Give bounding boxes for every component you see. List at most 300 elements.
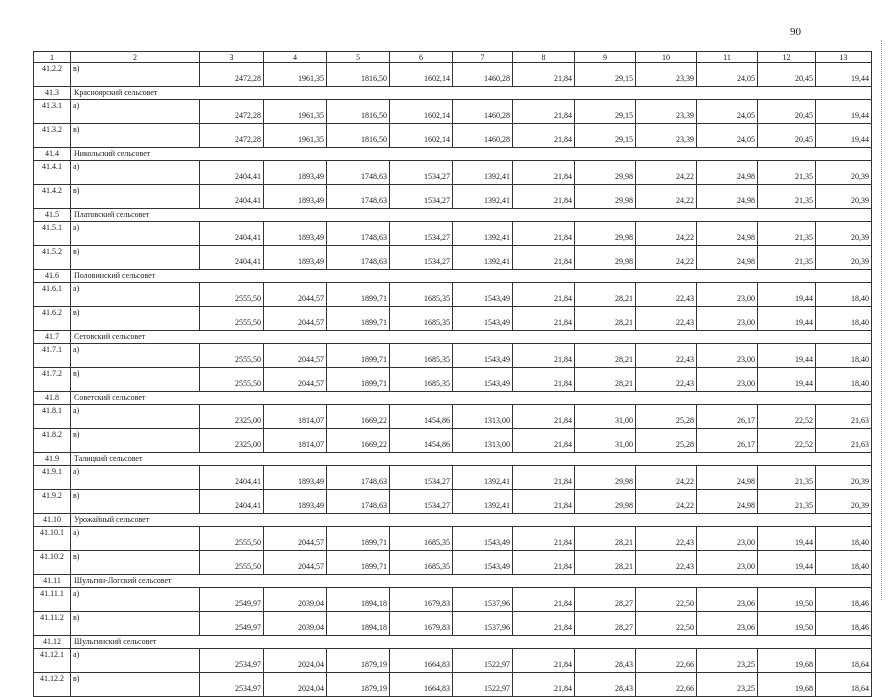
section-row [34, 453, 872, 466]
table-cell: 1961,35 [264, 124, 327, 148]
table-cell: 22,43 [636, 307, 697, 331]
section-code: 41.8 [34, 392, 71, 405]
table-row [34, 588, 872, 612]
table-cell: 26,17 [697, 405, 758, 429]
table-cell: 1679,83 [390, 588, 453, 612]
table-cell: 29,15 [575, 124, 636, 148]
table-cell: 21,35 [758, 185, 816, 209]
table-cell: 1685,35 [390, 551, 453, 575]
row-subitem: в) [71, 551, 200, 575]
table-cell: 1893,49 [264, 185, 327, 209]
table-cell: 1537,96 [453, 612, 513, 636]
row-subitem: а) [71, 527, 200, 551]
table-cell: 21,84 [513, 124, 575, 148]
table-cell: 1534,27 [390, 222, 453, 246]
table-cell: 19,44 [758, 368, 816, 392]
table-cell: 1814,07 [264, 429, 327, 453]
table-cell: 1893,49 [264, 246, 327, 270]
table-cell: 29,15 [575, 63, 636, 87]
table-cell: 2404,41 [200, 490, 264, 514]
table-cell: 18,46 [816, 588, 872, 612]
row-code: 41.6.1 [34, 283, 71, 307]
table-cell: 2039,04 [264, 588, 327, 612]
table-cell: 1899,71 [327, 307, 390, 331]
table-cell: 22,52 [758, 429, 816, 453]
table-cell: 2534,97 [200, 673, 264, 697]
table-row [34, 429, 872, 453]
table-cell: 21,84 [513, 246, 575, 270]
table-cell: 1748,63 [327, 185, 390, 209]
table-cell: 2404,41 [200, 185, 264, 209]
table-cell: 28,21 [575, 307, 636, 331]
table-cell: 2555,50 [200, 527, 264, 551]
table-cell: 29,98 [575, 185, 636, 209]
table-row [34, 124, 872, 148]
table-cell: 28,27 [575, 612, 636, 636]
table-cell: 23,00 [697, 368, 758, 392]
section-row [34, 392, 872, 405]
column-header: 6 [390, 52, 453, 63]
table-cell: 19,50 [758, 588, 816, 612]
row-code: 41.10.2 [34, 551, 71, 575]
row-subitem: а) [71, 100, 200, 124]
table-cell: 21,84 [513, 588, 575, 612]
table-row [34, 551, 872, 575]
table-cell: 1313,00 [453, 429, 513, 453]
table-cell: 23,39 [636, 100, 697, 124]
table-cell: 2044,57 [264, 344, 327, 368]
table-cell: 2549,97 [200, 612, 264, 636]
row-code: 41.7.1 [34, 344, 71, 368]
section-code: 41.12 [34, 636, 71, 649]
table-cell: 20,39 [816, 246, 872, 270]
table-cell: 29,15 [575, 100, 636, 124]
row-subitem: в) [71, 63, 200, 87]
table-cell: 1392,41 [453, 161, 513, 185]
tariff-table [33, 51, 872, 697]
table-cell: 24,22 [636, 490, 697, 514]
row-subitem: а) [71, 405, 200, 429]
row-code: 41.12.1 [34, 649, 71, 673]
table-cell: 18,64 [816, 673, 872, 697]
section-row [34, 270, 872, 283]
table-cell: 18,40 [816, 551, 872, 575]
table-cell: 21,84 [513, 612, 575, 636]
table-cell: 1894,18 [327, 588, 390, 612]
table-cell: 22,43 [636, 551, 697, 575]
section-row [34, 514, 872, 527]
section-title: Сетовский сельсовет [71, 331, 872, 344]
section-row [34, 575, 872, 588]
table-cell: 1602,14 [390, 100, 453, 124]
table-cell: 21,84 [513, 429, 575, 453]
row-code: 41.12.2 [34, 673, 71, 697]
table-cell: 1534,27 [390, 185, 453, 209]
table-cell: 25,28 [636, 429, 697, 453]
table-cell: 19,44 [758, 307, 816, 331]
column-header: 9 [575, 52, 636, 63]
table-cell: 18,40 [816, 344, 872, 368]
table-cell: 1669,22 [327, 429, 390, 453]
table-cell: 21,84 [513, 63, 575, 87]
section-code: 41.6 [34, 270, 71, 283]
table-cell: 28,21 [575, 527, 636, 551]
table-cell: 22,43 [636, 368, 697, 392]
table-cell: 28,21 [575, 283, 636, 307]
table-cell: 21,84 [513, 649, 575, 673]
table-cell: 2555,50 [200, 344, 264, 368]
table-cell: 24,22 [636, 161, 697, 185]
table-cell: 1679,83 [390, 612, 453, 636]
table-cell: 21,84 [513, 673, 575, 697]
table-cell: 29,98 [575, 222, 636, 246]
table-cell: 1313,00 [453, 405, 513, 429]
table-cell: 1522,97 [453, 649, 513, 673]
table-cell: 21,84 [513, 344, 575, 368]
table-cell: 1899,71 [327, 283, 390, 307]
table-cell: 1961,35 [264, 100, 327, 124]
table-cell: 19,68 [758, 673, 816, 697]
table-body [34, 63, 872, 697]
table-cell: 20,45 [758, 100, 816, 124]
column-header: 13 [816, 52, 872, 63]
table-cell: 24,22 [636, 185, 697, 209]
table-cell: 1602,14 [390, 63, 453, 87]
table-cell: 21,63 [816, 405, 872, 429]
section-title: Платовский сельсовет [71, 209, 872, 222]
table-row [34, 222, 872, 246]
table-cell: 22,52 [758, 405, 816, 429]
table-cell: 20,45 [758, 63, 816, 87]
table-cell: 2555,50 [200, 307, 264, 331]
table-cell: 25,28 [636, 405, 697, 429]
table-cell: 2404,41 [200, 161, 264, 185]
row-subitem: а) [71, 588, 200, 612]
table-cell: 1392,41 [453, 185, 513, 209]
table-cell: 1685,35 [390, 344, 453, 368]
table-cell: 1534,27 [390, 466, 453, 490]
row-subitem: а) [71, 222, 200, 246]
section-title: Никольский сельсовет [71, 148, 872, 161]
table-cell: 1961,35 [264, 63, 327, 87]
table-cell: 20,39 [816, 222, 872, 246]
table-cell: 1893,49 [264, 161, 327, 185]
table-cell: 23,00 [697, 307, 758, 331]
table-row [34, 185, 872, 209]
table-cell: 1685,35 [390, 307, 453, 331]
section-title: Красноярский сельсовет [71, 87, 872, 100]
table-cell: 28,21 [575, 551, 636, 575]
table-cell: 1543,49 [453, 551, 513, 575]
table-cell: 20,39 [816, 161, 872, 185]
table-cell: 2404,41 [200, 246, 264, 270]
row-subitem: в) [71, 124, 200, 148]
table-cell: 29,98 [575, 466, 636, 490]
table-cell: 1748,63 [327, 466, 390, 490]
row-subitem: а) [71, 344, 200, 368]
table-cell: 2534,97 [200, 649, 264, 673]
row-code: 41.9.2 [34, 490, 71, 514]
table-cell: 1816,50 [327, 100, 390, 124]
table-cell: 1748,63 [327, 490, 390, 514]
table-cell: 24,98 [697, 246, 758, 270]
table-cell: 1893,49 [264, 222, 327, 246]
table-cell: 19,44 [758, 527, 816, 551]
row-code: 41.4.2 [34, 185, 71, 209]
column-header: 3 [200, 52, 264, 63]
section-code: 41.9 [34, 453, 71, 466]
row-code: 41.4.1 [34, 161, 71, 185]
column-header: 5 [327, 52, 390, 63]
table-cell: 2472,28 [200, 124, 264, 148]
section-row [34, 331, 872, 344]
table-cell: 2044,57 [264, 368, 327, 392]
table-cell: 24,05 [697, 124, 758, 148]
table-cell: 21,35 [758, 466, 816, 490]
table-cell: 2472,28 [200, 100, 264, 124]
row-subitem: в) [71, 490, 200, 514]
table-cell: 1534,27 [390, 246, 453, 270]
table-cell: 2472,28 [200, 63, 264, 87]
table-cell: 23,39 [636, 63, 697, 87]
table-cell: 18,64 [816, 649, 872, 673]
table-row [34, 307, 872, 331]
table-cell: 1685,35 [390, 283, 453, 307]
table-row [34, 612, 872, 636]
table-cell: 26,17 [697, 429, 758, 453]
column-header: 11 [697, 52, 758, 63]
section-code: 41.10 [34, 514, 71, 527]
table-cell: 20,39 [816, 185, 872, 209]
section-row [34, 148, 872, 161]
table-cell: 1685,35 [390, 368, 453, 392]
table-cell: 1879,19 [327, 673, 390, 697]
table-cell: 23,25 [697, 673, 758, 697]
table-cell: 21,84 [513, 307, 575, 331]
column-header: 7 [453, 52, 513, 63]
table-cell: 29,98 [575, 161, 636, 185]
table-cell: 2555,50 [200, 283, 264, 307]
table-cell: 1460,28 [453, 124, 513, 148]
row-subitem: в) [71, 429, 200, 453]
row-code: 41.3.2 [34, 124, 71, 148]
table-cell: 22,50 [636, 612, 697, 636]
table-cell: 21,84 [513, 283, 575, 307]
column-header: 4 [264, 52, 327, 63]
table-cell: 23,25 [697, 649, 758, 673]
table-cell: 21,84 [513, 551, 575, 575]
row-subitem: в) [71, 185, 200, 209]
table-cell: 23,06 [697, 612, 758, 636]
section-title: Шульгинский сельсовет [71, 636, 872, 649]
table-cell: 28,21 [575, 368, 636, 392]
table-cell: 1816,50 [327, 63, 390, 87]
table-row [34, 490, 872, 514]
table-cell: 21,84 [513, 490, 575, 514]
row-code: 41.9.1 [34, 466, 71, 490]
table-cell: 23,00 [697, 283, 758, 307]
table-cell: 1893,49 [264, 466, 327, 490]
table-row [34, 673, 872, 697]
table-cell: 31,00 [575, 429, 636, 453]
section-title: Советский сельсовет [71, 392, 872, 405]
table-cell: 1814,07 [264, 405, 327, 429]
table-cell: 21,84 [513, 466, 575, 490]
table-cell: 24,98 [697, 161, 758, 185]
table-cell: 2044,57 [264, 527, 327, 551]
table-cell: 18,46 [816, 612, 872, 636]
table-cell: 1543,49 [453, 307, 513, 331]
row-code: 41.7.2 [34, 368, 71, 392]
row-code: 41.6.2 [34, 307, 71, 331]
row-code: 41.5.1 [34, 222, 71, 246]
table-cell: 1879,19 [327, 649, 390, 673]
table-row [34, 405, 872, 429]
section-code: 41.4 [34, 148, 71, 161]
table-cell: 22,66 [636, 649, 697, 673]
table-cell: 1894,18 [327, 612, 390, 636]
table-row [34, 246, 872, 270]
section-title: Талицкий сельсовет [71, 453, 872, 466]
table-cell: 23,06 [697, 588, 758, 612]
section-code: 41.3 [34, 87, 71, 100]
table-cell: 19,44 [816, 100, 872, 124]
table-row [34, 100, 872, 124]
column-header: 12 [758, 52, 816, 63]
table-cell: 21,35 [758, 222, 816, 246]
table-cell: 19,44 [758, 551, 816, 575]
table-cell: 21,35 [758, 246, 816, 270]
section-code: 41.5 [34, 209, 71, 222]
table-cell: 1669,22 [327, 405, 390, 429]
table-cell: 18,40 [816, 307, 872, 331]
table-cell: 1685,35 [390, 527, 453, 551]
table-cell: 24,22 [636, 246, 697, 270]
table-cell: 1534,27 [390, 490, 453, 514]
table-cell: 19,44 [758, 344, 816, 368]
table-row [34, 283, 872, 307]
table-cell: 23,39 [636, 124, 697, 148]
table-cell: 2039,04 [264, 612, 327, 636]
table-row [34, 63, 872, 87]
table-cell: 1543,49 [453, 283, 513, 307]
table-cell: 21,84 [513, 100, 575, 124]
table-cell: 18,40 [816, 527, 872, 551]
section-row [34, 209, 872, 222]
column-header: 8 [513, 52, 575, 63]
table-cell: 1748,63 [327, 161, 390, 185]
table-row [34, 649, 872, 673]
table-cell: 19,44 [758, 283, 816, 307]
table-cell: 1664,83 [390, 649, 453, 673]
table-cell: 24,98 [697, 466, 758, 490]
table-cell: 24,05 [697, 100, 758, 124]
table-cell: 21,84 [513, 222, 575, 246]
column-header: 1 [34, 52, 71, 63]
table-cell: 2024,04 [264, 649, 327, 673]
table-cell: 19,44 [816, 63, 872, 87]
table-cell: 21,84 [513, 405, 575, 429]
table-cell: 24,22 [636, 466, 697, 490]
row-code: 41.10.1 [34, 527, 71, 551]
table-cell: 1534,27 [390, 161, 453, 185]
table-cell: 18,40 [816, 368, 872, 392]
table-cell: 20,39 [816, 466, 872, 490]
table-cell: 24,22 [636, 222, 697, 246]
row-subitem: а) [71, 161, 200, 185]
table-cell: 28,43 [575, 673, 636, 697]
table-cell: 22,43 [636, 283, 697, 307]
table-cell: 18,40 [816, 283, 872, 307]
table-cell: 1816,50 [327, 124, 390, 148]
table-cell: 28,43 [575, 649, 636, 673]
row-subitem: в) [71, 673, 200, 697]
table-cell: 1454,86 [390, 429, 453, 453]
table-cell: 1543,49 [453, 344, 513, 368]
section-code: 41.7 [34, 331, 71, 344]
row-subitem: в) [71, 246, 200, 270]
table-cell: 2024,04 [264, 673, 327, 697]
table-cell: 1460,28 [453, 63, 513, 87]
table-cell: 2404,41 [200, 466, 264, 490]
section-title: Шульгин-Логский сельсовет [71, 575, 872, 588]
row-subitem: а) [71, 283, 200, 307]
table-cell: 2555,50 [200, 551, 264, 575]
row-code: 41.3.1 [34, 100, 71, 124]
table-cell: 1543,49 [453, 527, 513, 551]
table-cell: 23,00 [697, 551, 758, 575]
table-row [34, 161, 872, 185]
table-cell: 1748,63 [327, 222, 390, 246]
table-cell: 1543,49 [453, 368, 513, 392]
section-title: Урожайный сельсовет [71, 514, 872, 527]
table-row [34, 527, 872, 551]
row-code: 41.5.2 [34, 246, 71, 270]
table-cell: 1537,96 [453, 588, 513, 612]
row-code: 41.11.2 [34, 612, 71, 636]
table-cell: 21,84 [513, 527, 575, 551]
table-cell: 2325,00 [200, 429, 264, 453]
table-cell: 28,27 [575, 588, 636, 612]
table-cell: 23,00 [697, 527, 758, 551]
row-subitem: в) [71, 307, 200, 331]
table-cell: 1899,71 [327, 527, 390, 551]
table-cell: 24,98 [697, 222, 758, 246]
table-cell: 1899,71 [327, 368, 390, 392]
table-cell: 29,98 [575, 246, 636, 270]
row-subitem: а) [71, 466, 200, 490]
table-row [34, 344, 872, 368]
row-code: 41.2.2 [34, 63, 71, 87]
table-cell: 2555,50 [200, 368, 264, 392]
table-cell: 22,43 [636, 527, 697, 551]
column-header: 10 [636, 52, 697, 63]
section-row [34, 87, 872, 100]
table-row [34, 368, 872, 392]
table-cell: 20,39 [816, 490, 872, 514]
table-cell: 1522,97 [453, 673, 513, 697]
table-cell: 19,50 [758, 612, 816, 636]
column-number-row [34, 52, 872, 63]
table-cell: 21,35 [758, 490, 816, 514]
table-cell: 31,00 [575, 405, 636, 429]
column-header: 2 [71, 52, 200, 63]
table-cell: 24,98 [697, 185, 758, 209]
table-cell: 1602,14 [390, 124, 453, 148]
table-cell: 1460,28 [453, 100, 513, 124]
table-cell: 23,00 [697, 344, 758, 368]
margin-line [881, 40, 882, 600]
